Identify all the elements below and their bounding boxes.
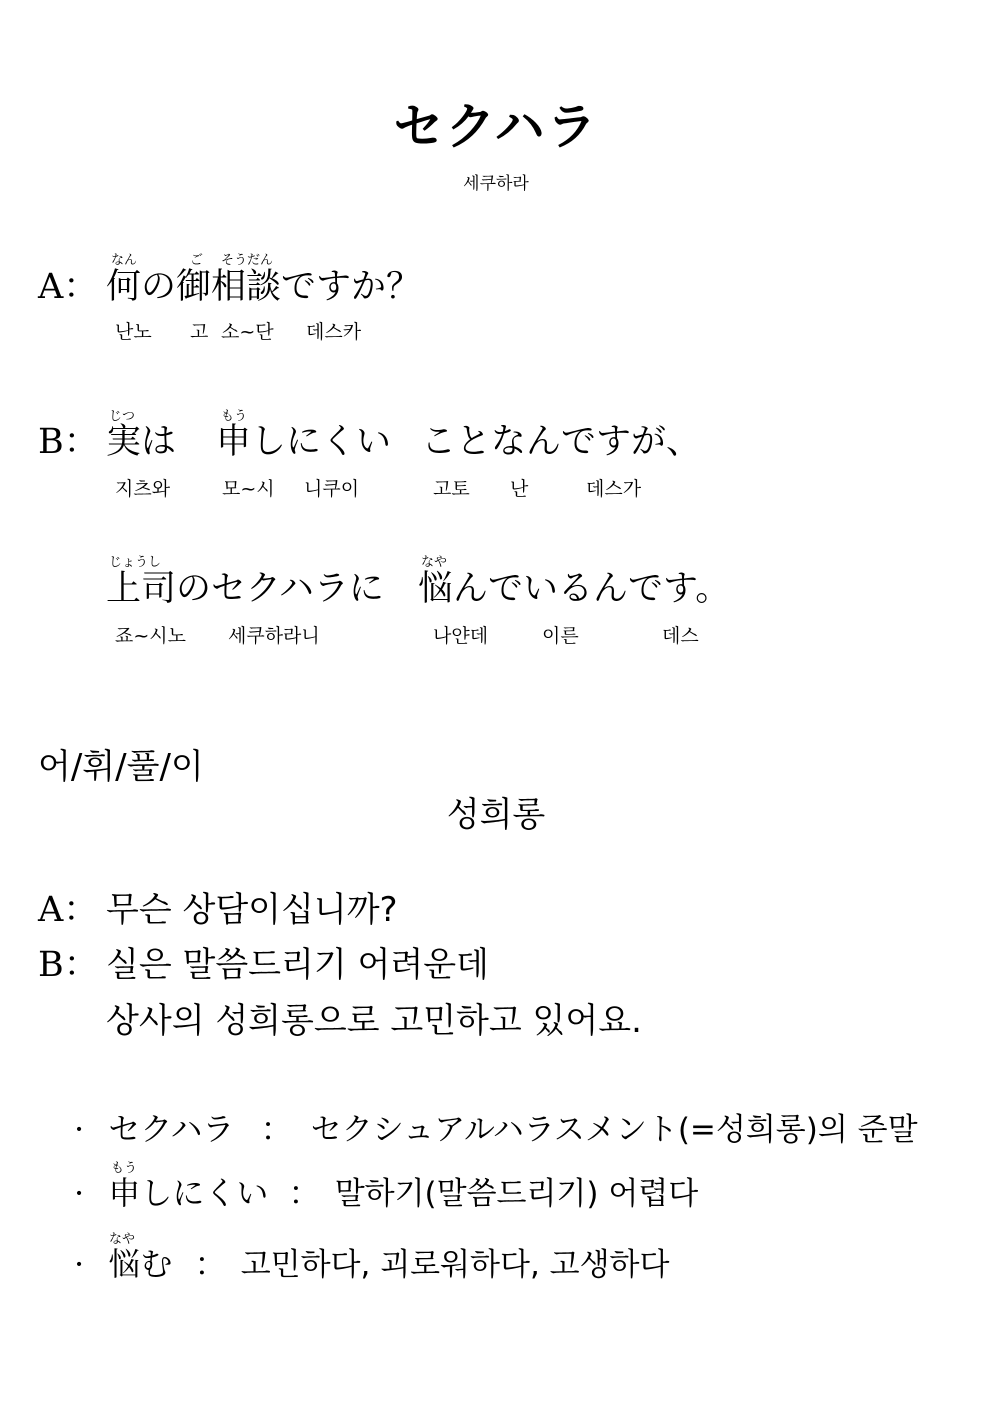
vocab-definition: 말하기(말씀드리기) 어렵다 [334, 1176, 699, 1212]
section-heading: 어/휘/풀/이 [38, 747, 204, 787]
pronunciation: 죠~시노 [115, 625, 186, 647]
pronunciation: 소~단 [221, 321, 274, 343]
vocab-item [74, 1110, 918, 1148]
pronunciation: 데스카 [306, 321, 362, 343]
vocab-item [74, 1174, 699, 1212]
speaker-label: A： [38, 890, 99, 930]
translation-line: 상사의 성희롱으로 고민하고 있어요. [106, 1001, 642, 1041]
dialogue-segment: 実は [106, 422, 177, 462]
speaker-label: B： [38, 422, 99, 462]
pronunciation: 세쿠하라니 [228, 625, 320, 647]
dialogue-segment: 悩んでいるんです。 [418, 569, 731, 609]
furigana: なや [421, 555, 448, 570]
pronunciation: 이른 [542, 625, 579, 647]
speaker-label: A： [38, 267, 99, 307]
furigana: じょうし [109, 555, 162, 570]
bullet: · [74, 1174, 85, 1212]
furigana: ご [190, 253, 204, 268]
dialogue-segment: 申しにくい [216, 422, 392, 462]
pronunciation: 데스가 [586, 478, 642, 500]
pronunciation: 고 [190, 321, 209, 343]
vocab-definition: セクシュアルハラスメント(=성희롱)의 준말 [310, 1112, 918, 1148]
furigana: もう [111, 1161, 138, 1176]
furigana: もう [221, 409, 248, 424]
pronunciation: 니쿠이 [304, 478, 360, 500]
vocab-separator: ： [260, 1110, 293, 1148]
vocab-term: セクハラ [108, 1110, 235, 1148]
title-pronunciation: 세쿠하라 [463, 174, 529, 194]
translation-title: 성희롱 [446, 795, 546, 835]
dialogue-segment: ことなんですが、 [421, 422, 702, 462]
pronunciation: 나얀데 [433, 625, 489, 647]
dialogue-line: 何の御相談ですか？ [106, 267, 422, 307]
pronunciation: 모~시 [222, 478, 275, 500]
vocab-separator: ： [194, 1245, 227, 1283]
furigana: そうだん [221, 253, 274, 268]
speaker-label: B： [38, 945, 99, 985]
page-title: セクハラ [393, 97, 599, 156]
bullet: · [74, 1110, 85, 1148]
vocab-item [74, 1245, 670, 1283]
vocab-separator: ： [288, 1174, 321, 1212]
vocab-term: 申しにくい [108, 1174, 269, 1212]
furigana: なん [111, 253, 138, 268]
dialogue-segment: 上司のセクハラに [106, 569, 384, 609]
pronunciation: 난노 [115, 321, 152, 343]
furigana: じつ [109, 409, 136, 424]
furigana: なや [109, 1232, 136, 1247]
pronunciation: 지츠와 [115, 478, 171, 500]
pronunciation: 데스 [662, 625, 699, 647]
translation-line: 무슨 상담이십니까? [106, 890, 398, 930]
pronunciation: 난 [510, 478, 529, 500]
vocab-term: 悩む [108, 1245, 173, 1283]
bullet: · [74, 1245, 85, 1283]
translation-line: 실은 말씀드리기 어려운데 [106, 945, 489, 985]
vocab-definition: 고민하다, 괴로워하다, 고생하다 [240, 1247, 670, 1283]
pronunciation: 고토 [433, 478, 470, 500]
